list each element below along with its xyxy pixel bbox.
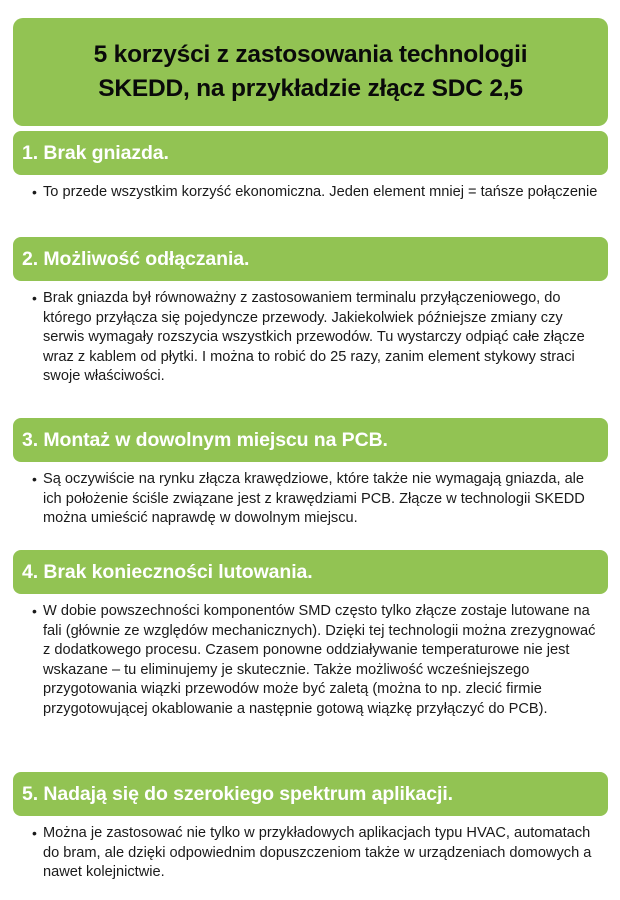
section-2: [13, 237, 608, 387]
section-body: [13, 462, 608, 529]
section-body: [13, 816, 608, 883]
section-heading: 3. Montaż w dowolnym miejscu na PCB.: [13, 418, 608, 462]
title-line-1: 5 korzyści z zastosowania technologii: [93, 41, 528, 68]
bullet-icon: •: [32, 471, 37, 487]
title-banner: [13, 18, 608, 126]
bullet-icon: •: [32, 290, 37, 306]
section-heading: 4. Brak konieczności lutowania.: [13, 550, 608, 594]
section-text: W dobie powszechności komponentów SMD często tylko złącze zostaje lutowane na fali (głównie ze względów mechanicznych). Dzięki tej technologii można zrezygnować z dodatkowego procesu. Czasem ponowne oddziaływanie temperaturowe nie jest wskazane – tu eliminujemy je skutecznie. Także możliwość wcześniejszego przygotowania wiązki przewodów może być zaletą (można to np. zlecić firmie przygotowującej okablowanie a następnie gotową wiązkę przyłączyć do PCB).: [43, 603, 596, 717]
section-text: Brak gniazda był równoważny z zastosowaniem terminalu przyłączeniowego, do którego przyłącza się pojedyncze przewody. Jakiekolwiek późniejsze zmiany czy serwis wymagały rozszycia wszystkich przewodów. Tu wystarczy odpiąć całe złącze wraz z kablem od płytki. I można to robić do 25 razy, zanim element stykowy straci swoje właściwości.: [43, 290, 585, 384]
section-text: Są oczywiście na rynku złącza krawędziowe, które także nie wymagają gniazda, ale ich położenie ściśle związane jest z krawędziami PCB. Złącze w technologii SKEDD można umieścić naprawdę w dowolnym miejscu.: [43, 471, 585, 526]
bullet-icon: •: [32, 603, 37, 619]
title-line-2: SKEDD, na przykładzie złącz SDC 2,5: [98, 75, 523, 102]
section-4: [13, 550, 608, 719]
section-text: Można je zastosować nie tylko w przykładowych aplikacjach typu HVAC, automatach do bram, ale dzięki odpowiednim dopuszczeniom także w urządzeniach domowych a nawet kolejnictwie.: [43, 825, 592, 880]
section-text: To przede wszystkim korzyść ekonomiczna. Jeden element mniej = tańsze połączenie: [43, 184, 598, 200]
bullet-icon: •: [32, 825, 37, 841]
section-heading: 5. Nadają się do szerokiego spektrum aplikacji.: [13, 772, 608, 816]
section-1: [13, 131, 608, 203]
section-body: [13, 175, 608, 203]
bullet-icon: •: [32, 184, 37, 200]
section-body: [13, 594, 608, 719]
section-body: [13, 281, 608, 387]
section-heading: 1. Brak gniazda.: [13, 131, 608, 175]
section-5: [13, 772, 608, 883]
section-3: [13, 418, 608, 529]
section-heading: 2. Możliwość odłączania.: [13, 237, 608, 281]
